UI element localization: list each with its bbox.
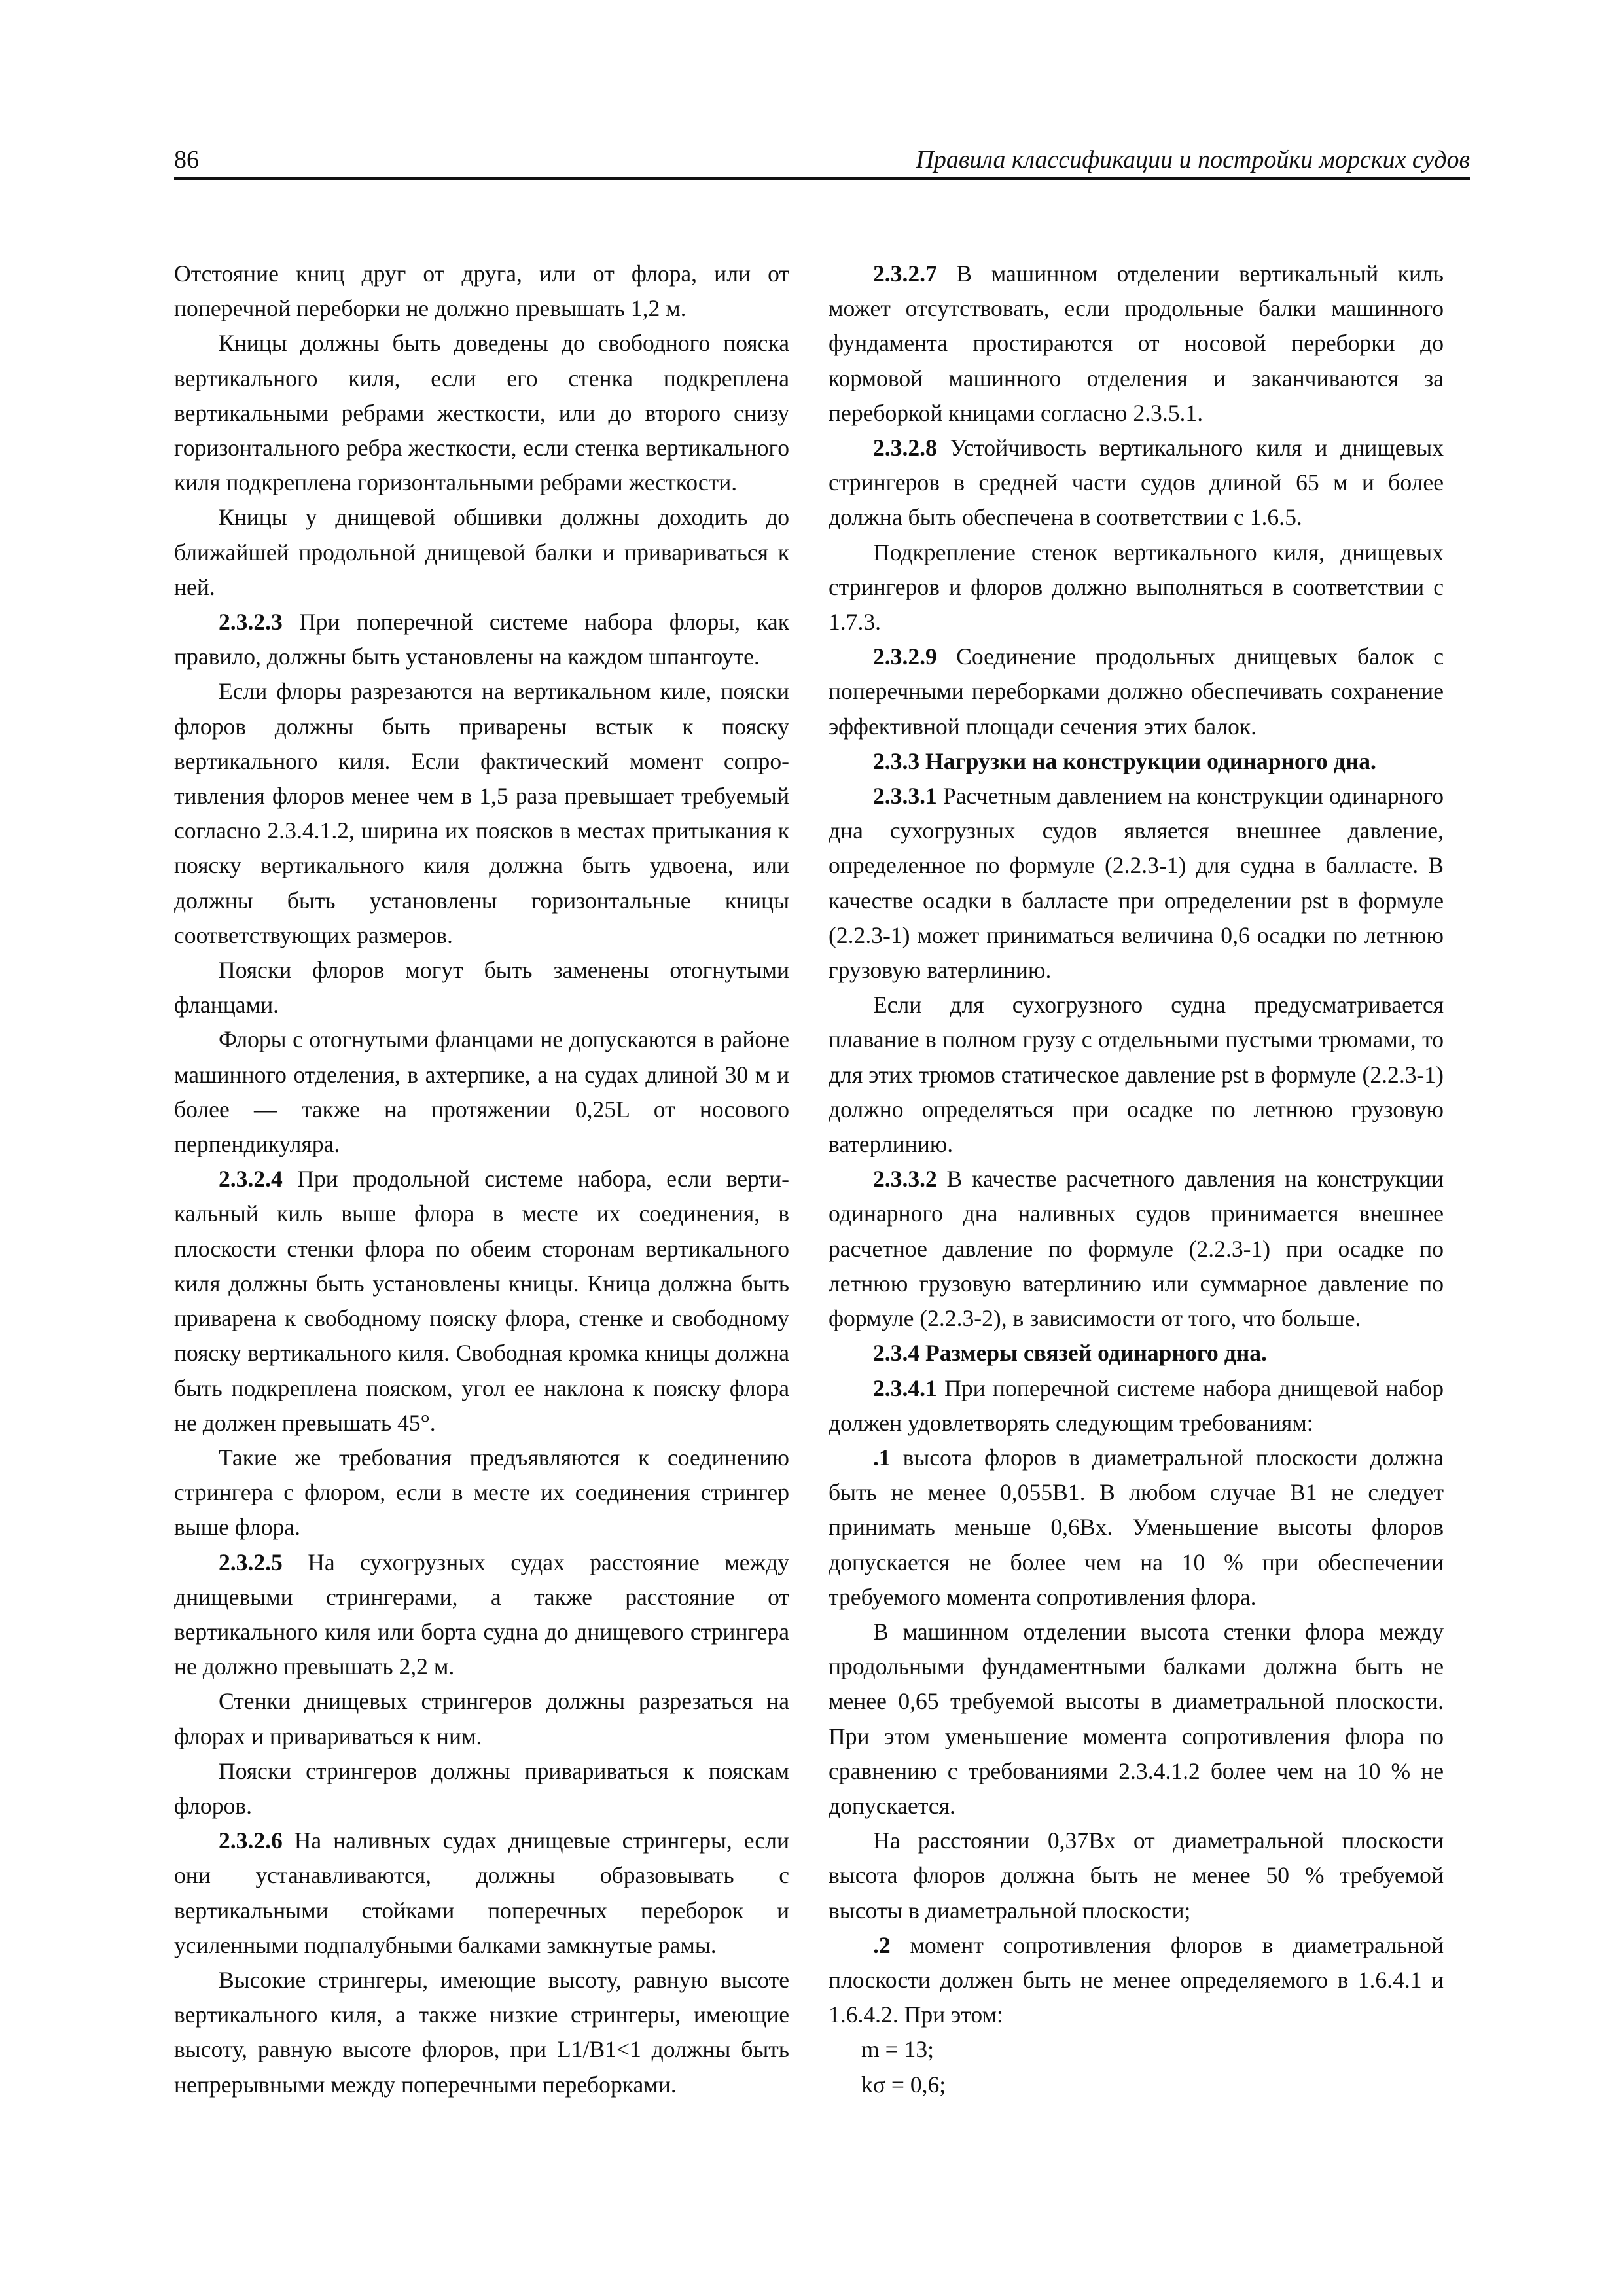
paragraph: Кницы должны быть доведены до свободного пояска вертикального киля, если его стенка подкреплена вертикальными ребрами жесткости, или до второго снизу горизонтального ребра жесткости, если стенка вертикального киля подкреплена горизонтальными ребрами жесткости. xyxy=(174,330,789,496)
paragraph: 2.3.3.1 Расчетным давлением на конструкции одинарного дна сухогрузных судов является внешнее давление, определенное по формуле (2.2.3-1) для судна в балласте. В качестве осадки в балласте при определении pst в формуле (2.2.3-1) может приниматься величина 0,6 осадки по летнюю грузовую ватерлинию. xyxy=(829,783,1444,984)
paragraph: В машинном отделении высота стенки флора между продольными фундаментными балками должна быть не менее 0,65 требуемой высоты в диаметральной плоскости. При этом уменьшение момента сопротивления флора по сравнению с требованиями 2.3.4.1.2 более чем на 10 % не допускается. xyxy=(829,1618,1444,1819)
clause-number: 2.3.2.9 xyxy=(873,643,937,670)
clause-number: 2.3.4.1 xyxy=(873,1374,937,1401)
formula-line: m = 13; xyxy=(861,2036,934,2063)
paragraph: Кницы у днищевой обшивки должны доходить до ближайшей продольной днищевой балки и привариваться к ней. xyxy=(174,504,789,600)
paragraph: Высокие стрингеры, имеющие высоту, равную высоте вертикального киля, а также низкие стрингеры, имеющие высоту, равную высоте флоров, при L1/B1<1 должны быть непрерывными между поперечными переборками. xyxy=(174,1966,789,2098)
formula-line: kσ = 0,6; xyxy=(861,2071,946,2098)
clause-number: 2.3.3.2 xyxy=(873,1166,937,1193)
clause-number: 2.3.2.3 xyxy=(219,609,283,636)
paragraph: .1 высота флоров в диаметральной плоскости должна быть не менее 0,055B1. В любом случае B1 не следует принимать меньше 0,6Bx. Уменьшение высоты флоров допускается не более чем на 10 % при обеспечении требуемого момента сопротивления флора. xyxy=(829,1444,1444,1610)
paragraph: 2.3.2.3 При поперечной системе набора флоры, как правило, должны быть установлены на каждом шпангоуте. xyxy=(174,609,789,670)
page-header xyxy=(174,143,1470,182)
paragraph: Флоры с отогнутыми фланцами не допускаются в районе машинного отделения, в ахтерпике, а на судах длиной 30 м и более — также на протяжении 0,25L от носового перпендикуляра. xyxy=(174,1026,789,1158)
paragraph: Подкрепление стенок вертикального киля, днищевых стрингеров и флоров должно выполняться в соответствии с 1.7.3. xyxy=(829,539,1444,636)
clause-number: 2.3.2.4 xyxy=(219,1166,283,1193)
section-heading: 2.3.4 Размеры связей одинарного дна. xyxy=(873,1340,1267,1367)
clause-number: 2.3.3.1 xyxy=(873,783,937,810)
page-number: 86 xyxy=(174,146,199,173)
paragraph: .2 момент сопротивления флоров в диаметральной плоскости должен быть не менее определяемого в 1.6.4.1 и 1.6.4.2. При этом: xyxy=(829,1931,1444,2028)
clause-number: 2.3.2.8 xyxy=(873,435,937,461)
clause-number: 2.3.2.7 xyxy=(873,260,937,287)
right-column xyxy=(829,257,1444,2102)
clause-number: .2 xyxy=(873,1931,891,1958)
paragraph: Если для сухогрузного судна предусматривается плавание в полном грузу с отдельными пустыми трюмами, то для этих трюмов статическое давление pst в формуле (2.2.3-1) должно определяться при осадке по летнюю грузовую ватерлинию. xyxy=(829,992,1444,1158)
clause-number: 2.3.2.6 xyxy=(219,1827,283,1854)
paragraph: 2.3.2.8 Устойчивость вертикального киля и днищевых стрингеров в средней части судов длиной 65 м и более должна быть обеспечена в соответствии с 1.6.5. xyxy=(829,435,1444,531)
paragraph: 2.3.2.6 На наливных судах днищевые стрингеры, если они устанавливаются, должны образовывать с вертикальными стойками поперечных переборок и усиленными подпалубными балками замкнутые рамы. xyxy=(174,1827,789,1958)
paragraph: Отстояние книц друг от друга, или от флора, или от поперечной переборки не должно превышать 1,2 м. xyxy=(174,260,789,322)
paragraph: 2.3.3.2 В качестве расчетного давления на конструкции одинарного дна наливных судов принимается внешнее расчетное давление по формуле (2.2.3-1) при осадке по летнюю грузовую ватерлинию или суммарное давление по формуле (2.2.3-2), в зависимости от того, что больше. xyxy=(829,1166,1444,1332)
paragraph: Пояски флоров могут быть заменены отогнутыми фланцами. xyxy=(174,957,789,1018)
header-rule xyxy=(174,177,1470,180)
paragraph: 2.3.2.5 На сухогрузных судах расстояние между днищевыми стрингерами, а также расстояние от вертикального киля или борта судна до днищевого стрингера не должно превышать 2,2 м. xyxy=(174,1549,789,1680)
paragraph: На расстоянии 0,37Bx от диаметральной плоскости высота флоров должна быть не менее 50 % требуемой высоты в диаметральной плоскости; xyxy=(829,1827,1444,1924)
paragraph: Пояски стрингеров должны привариваться к пояскам флоров. xyxy=(174,1757,789,1819)
paragraph: 2.3.2.7 В машинном отделении вертикальный киль может отсутствовать, если продольные балки машинного фундамента простираются от носовой переборки до кормовой машинного отделения и заканчиваются за переборкой кницами согласно 2.3.5.1. xyxy=(829,260,1444,426)
clause-number: .1 xyxy=(873,1444,891,1471)
running-title: Правила классификации и постройки морских судов xyxy=(916,146,1470,173)
paragraph: 2.3.2.4 При продольной системе набора, если вертикальный киль выше флора в месте их соединения, в плоскости стенки флора по обеим сторонам вертикального киля должны быть установлены кницы. Кница должна быть приварена к свободному пояску флора, стенке и свободному пояску вертикального киля. Свободная кромка кницы должна быть подкреплена пояском, угол ее наклона к пояску флора не должен превышать 45°. xyxy=(174,1166,789,1436)
paragraph: Такие же требования предъявляются к соединению стрингера с флором, если в месте их соединения стрингер выше флора. xyxy=(174,1444,789,1541)
paragraph: 2.3.4.1 При поперечной системе набора днищевой набор должен удовлетворять следующим требованиям: xyxy=(829,1374,1444,1436)
clause-number: 2.3.2.5 xyxy=(219,1549,283,1575)
paragraph: Если флоры разрезаются на вертикальном киле, пояски флоров должны быть приварены встык к пояску вертикального киля. Если фактический момент сопротивления флоров менее чем в 1,5 раза превышает требуемый согласно 2.3.4.1.2, ширина их поясков в местах притыкания к пояску вертикального киля должна быть удвоена, или должны быть установлены горизонтальные кницы соответствующих размеров. xyxy=(174,678,789,948)
paragraph: Стенки днищевых стрингеров должны разрезаться на флорах и привариваться к ним. xyxy=(174,1688,789,1749)
left-column xyxy=(174,257,789,2102)
section-heading: 2.3.3 Нагрузки на конструкции одинарного дна. xyxy=(873,747,1376,774)
paragraph: 2.3.2.9 Соединение продольных днищевых балок с поперечными переборками должно обеспечивать сохранение эффективной площади сечения этих балок. xyxy=(829,643,1444,740)
